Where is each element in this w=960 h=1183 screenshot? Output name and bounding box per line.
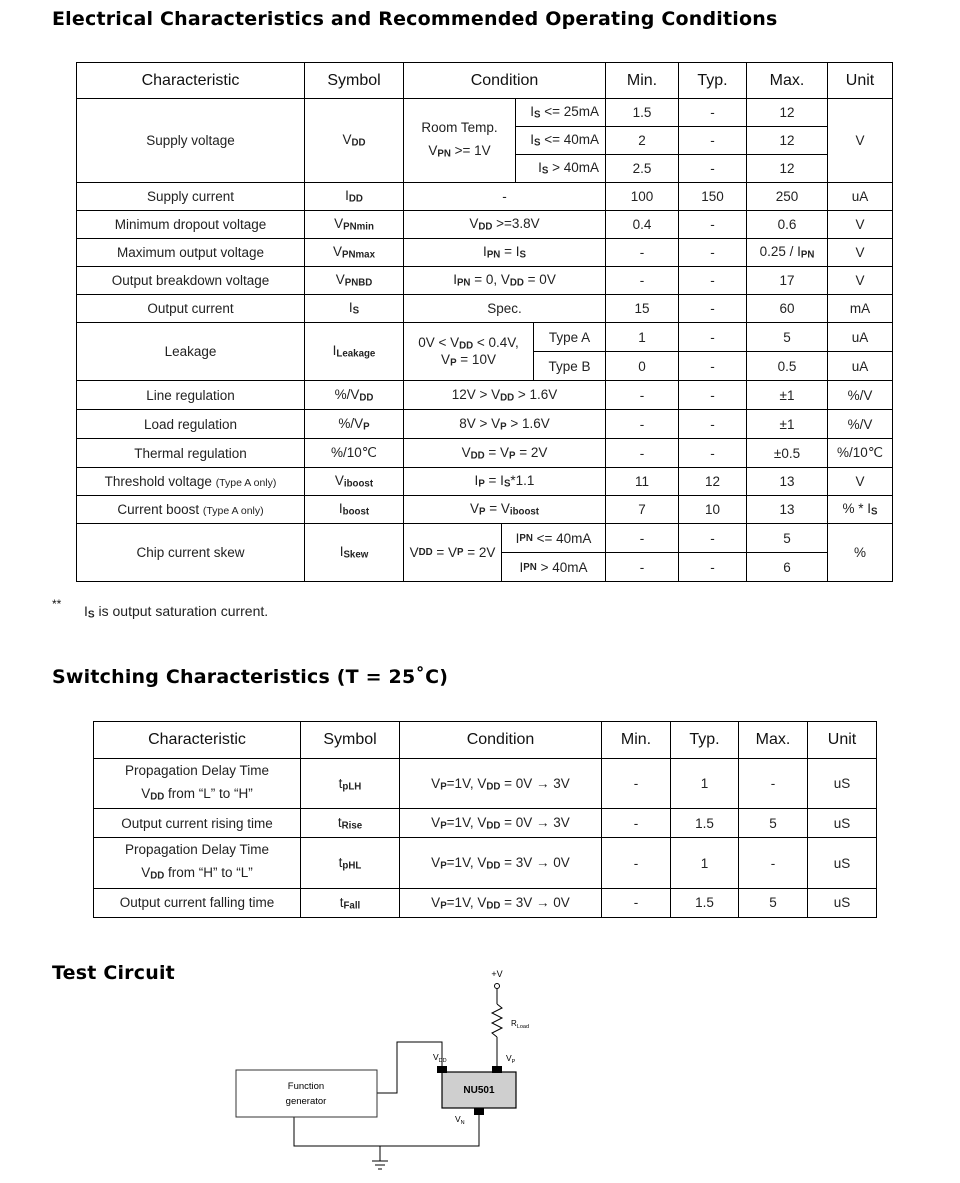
max-cell: ±0.5 bbox=[747, 439, 828, 468]
max-cell: 12 bbox=[747, 99, 828, 127]
min-cell: - bbox=[606, 553, 679, 582]
header-max: Max. bbox=[747, 63, 828, 99]
symbol-cell: $\%/V_{DD}$ bbox=[305, 381, 404, 410]
table-row bbox=[77, 267, 893, 295]
typ-cell: - bbox=[679, 267, 747, 295]
min-cell: 11 bbox=[606, 468, 679, 496]
symbol-cell: $t_{pHL}$ bbox=[301, 838, 400, 888]
condition-cell: Spec. bbox=[404, 295, 606, 323]
unit-cell: V bbox=[828, 239, 893, 267]
table-row bbox=[77, 439, 893, 468]
characteristic-cell: Supply current bbox=[77, 183, 305, 211]
condition-cell: $V_{DD} = V_P = 2V$ bbox=[404, 439, 606, 468]
table-row bbox=[77, 381, 893, 410]
condition-cell: V DD = V P = 2V bbox=[409, 545, 496, 560]
header-symbol: Symbol bbox=[301, 722, 400, 759]
unit-cell: % bbox=[828, 524, 893, 582]
max-cell: $0.25 / I_{PN}$ bbox=[747, 239, 828, 267]
symbol-cell: $V_{PNBD}$ bbox=[305, 267, 404, 295]
max-cell: 0.5 bbox=[747, 352, 828, 381]
min-cell: 1 bbox=[606, 323, 679, 352]
symbol-cell: $I_{Skew}$ bbox=[305, 524, 404, 582]
symbol-cell: $V_{PNmin}$ bbox=[305, 211, 404, 239]
max-cell: 60 bbox=[747, 295, 828, 323]
typ-cell: - bbox=[679, 323, 747, 352]
generator-label-line2: generator bbox=[285, 1096, 327, 1107]
table-row bbox=[94, 888, 877, 917]
min-cell: 100 bbox=[606, 183, 679, 211]
table-row bbox=[94, 759, 877, 809]
characteristic-label: Threshold voltage bbox=[104, 474, 212, 489]
min-cell: - bbox=[606, 410, 679, 439]
header-unit: Unit bbox=[828, 63, 893, 99]
table-row bbox=[77, 496, 893, 524]
typ-cell: 12 bbox=[679, 468, 747, 496]
max-cell: ±1 bbox=[747, 381, 828, 410]
unit-cell: % * $I_S$ bbox=[828, 496, 893, 524]
header-condition: Condition bbox=[404, 63, 606, 99]
unit-cell: %/V bbox=[828, 381, 893, 410]
condition-cell: $I_P = I_S*1.1$ bbox=[404, 468, 606, 496]
electrical-characteristics-table bbox=[76, 62, 893, 582]
test-circuit-heading: Test Circuit bbox=[52, 962, 175, 984]
symbol-cell: $I_{boost}$ bbox=[305, 496, 404, 524]
condition-cell: $V_P=1V$, $V_{DD} = 3V \to 0V$ bbox=[400, 888, 602, 917]
table-row bbox=[77, 410, 893, 439]
condition-cell: $12V > V_{DD} > 1.6V$ bbox=[404, 381, 606, 410]
typ-cell: - bbox=[679, 295, 747, 323]
unit-cell: mA bbox=[828, 295, 893, 323]
min-cell: 7 bbox=[606, 496, 679, 524]
electrical-characteristics-heading: Electrical Characteristics and Recommended Operating Conditions bbox=[52, 8, 778, 30]
characteristic-cell: Line regulation bbox=[77, 381, 305, 410]
characteristic-cell: Thermal regulation bbox=[77, 439, 305, 468]
symbol-cell: $I_{Leakage}$ bbox=[305, 323, 404, 381]
symbol-cell: $t_{pLH}$ bbox=[301, 759, 400, 809]
unit-cell: uA bbox=[828, 352, 893, 381]
vn-pin bbox=[474, 1108, 484, 1115]
type-note: (Type A only) bbox=[215, 477, 277, 489]
condition-cell: $I_{PN} = I_S$ bbox=[404, 239, 606, 267]
symbol-cell: $V_{iboost}$ bbox=[305, 468, 404, 496]
condition-line: $V_{PN} >= 1V$ bbox=[428, 142, 491, 160]
function-generator-box bbox=[236, 1070, 377, 1117]
vp-pin bbox=[492, 1066, 502, 1073]
symbol-cell: $I_S$ bbox=[305, 295, 404, 323]
characteristic-cell bbox=[77, 468, 305, 496]
max-cell: 12 bbox=[747, 155, 828, 183]
typ-cell: 10 bbox=[679, 496, 747, 524]
symbol-cell: $t_{Rise}$ bbox=[301, 809, 400, 838]
characteristic-cell bbox=[77, 496, 305, 524]
skew-condition-cell bbox=[404, 524, 606, 582]
sub-condition-cell: $I_S <= 40mA$ bbox=[516, 127, 606, 155]
sub-condition-cell: $I_S <= 25mA$ bbox=[516, 99, 606, 127]
condition-cell bbox=[404, 323, 533, 380]
switching-characteristics-heading: Switching Characteristics (T = 25˚C) bbox=[52, 666, 449, 688]
header-max: Max. bbox=[739, 722, 808, 759]
sub-condition-cell: I PN <= 40mA bbox=[502, 524, 605, 553]
typ-cell: - bbox=[679, 524, 747, 553]
typ-cell: - bbox=[679, 239, 747, 267]
condition-line: Room Temp. bbox=[421, 119, 498, 135]
characteristic-cell: Load regulation bbox=[77, 410, 305, 439]
type-a-cell: Type A bbox=[534, 323, 605, 352]
condition-cell: - bbox=[404, 183, 606, 211]
min-cell: - bbox=[606, 267, 679, 295]
unit-cell: uS bbox=[808, 838, 877, 888]
footnote-text: $I_S$ is output saturation current. bbox=[84, 603, 269, 621]
typ-cell: - bbox=[679, 553, 747, 582]
condition-cell: $V_{DD} >=3.8V$ bbox=[404, 211, 606, 239]
footnote-marker: ** bbox=[52, 597, 62, 611]
min-cell: - bbox=[606, 381, 679, 410]
condition-line: $V_P = 10V$ bbox=[441, 351, 496, 368]
condition-cell: $V_P=1V$, $V_{DD} = 0V \to 3V$ bbox=[400, 809, 602, 838]
header-characteristic: Characteristic bbox=[94, 722, 301, 759]
table-header-row bbox=[94, 722, 877, 759]
condition-cell bbox=[404, 99, 516, 183]
symbol-cell: $\%/V_P$ bbox=[305, 410, 404, 439]
min-cell: 1.5 bbox=[606, 99, 679, 127]
typ-cell: 1 bbox=[671, 759, 739, 809]
type-note: (Type A only) bbox=[202, 505, 264, 517]
leakage-condition-cell bbox=[404, 323, 606, 381]
condition-cell: $8V > V_P > 1.6V$ bbox=[404, 410, 606, 439]
typ-cell: - bbox=[679, 410, 747, 439]
unit-cell: uS bbox=[808, 888, 877, 917]
characteristic-cell: Chip current skew bbox=[77, 524, 305, 582]
characteristic-line: Propagation Delay Time bbox=[124, 842, 270, 858]
header-characteristic: Characteristic bbox=[77, 63, 305, 99]
typ-cell: - bbox=[679, 352, 747, 381]
min-cell: 15 bbox=[606, 295, 679, 323]
max-cell: 6 bbox=[747, 553, 828, 582]
table-row bbox=[77, 295, 893, 323]
table-row bbox=[77, 323, 893, 352]
typ-cell: 1.5 bbox=[671, 809, 739, 838]
resistor-label: $R_{Load}$ bbox=[511, 1019, 530, 1030]
condition-cell: $V_P=1V$, $V_{DD} = 0V \to 3V$ bbox=[400, 759, 602, 809]
vn-pin-label: $V_N$ bbox=[455, 1114, 465, 1126]
min-cell: 0.4 bbox=[606, 211, 679, 239]
ground-wire bbox=[294, 1114, 479, 1146]
switching-characteristics-table bbox=[93, 721, 877, 918]
unit-cell: V bbox=[828, 99, 893, 183]
table-row bbox=[77, 211, 893, 239]
min-cell: 2 bbox=[606, 127, 679, 155]
max-cell: - bbox=[739, 838, 808, 888]
typ-cell: - bbox=[679, 211, 747, 239]
max-cell: 17 bbox=[747, 267, 828, 295]
condition-line: $0V < V_{DD} < 0.4V$, bbox=[418, 335, 519, 352]
unit-cell: %/V bbox=[828, 410, 893, 439]
unit-cell: %/10℃ bbox=[828, 439, 893, 468]
table-row bbox=[77, 183, 893, 211]
vp-pin-label: $V_P$ bbox=[506, 1053, 516, 1065]
characteristic-line: Propagation Delay Time bbox=[124, 763, 270, 778]
header-min: Min. bbox=[602, 722, 671, 759]
typ-cell: - bbox=[679, 127, 747, 155]
symbol-cell: $V_{PNmax}$ bbox=[305, 239, 404, 267]
load-resistor bbox=[492, 1004, 502, 1037]
chip-label: NU501 bbox=[463, 1085, 495, 1096]
table-row bbox=[94, 809, 877, 838]
min-cell: - bbox=[602, 888, 671, 917]
max-cell: 5 bbox=[747, 524, 828, 553]
header-symbol: Symbol bbox=[305, 63, 404, 99]
table-row bbox=[77, 239, 893, 267]
condition-cell: $V_P=1V$, $V_{DD} = 3V \to 0V$ bbox=[400, 838, 602, 888]
symbol-cell: $t_{Fall}$ bbox=[301, 888, 400, 917]
min-cell: 0 bbox=[606, 352, 679, 381]
vdd-pin bbox=[437, 1066, 447, 1073]
max-cell: 5 bbox=[747, 323, 828, 352]
max-cell: 250 bbox=[747, 183, 828, 211]
unit-cell: uS bbox=[808, 809, 877, 838]
characteristic-cell bbox=[94, 838, 301, 888]
table-row bbox=[77, 99, 893, 127]
min-cell: 2.5 bbox=[606, 155, 679, 183]
symbol-cell: %/10℃ bbox=[305, 439, 404, 468]
max-cell: - bbox=[739, 759, 808, 809]
characteristic-cell: Leakage bbox=[77, 323, 305, 381]
supply-label: +V bbox=[491, 969, 503, 979]
symbol-cell: $I_{DD}$ bbox=[305, 183, 404, 211]
header-typ: Typ. bbox=[679, 63, 747, 99]
unit-cell: uA bbox=[828, 323, 893, 352]
header-min: Min. bbox=[606, 63, 679, 99]
min-cell: - bbox=[606, 239, 679, 267]
header-condition: Condition bbox=[400, 722, 602, 759]
table-header-row bbox=[77, 63, 893, 99]
typ-cell: - bbox=[679, 155, 747, 183]
max-cell: 13 bbox=[747, 496, 828, 524]
vdd-wire bbox=[377, 1042, 442, 1093]
typ-cell: 150 bbox=[679, 183, 747, 211]
characteristic-cell bbox=[94, 759, 301, 809]
characteristic-line: $V_{DD}$ from “H” to “L” bbox=[141, 865, 253, 882]
typ-cell: 1.5 bbox=[671, 888, 739, 917]
symbol-cell: $V_{DD}$ bbox=[305, 99, 404, 183]
max-cell: 13 bbox=[747, 468, 828, 496]
unit-cell: uS bbox=[808, 759, 877, 809]
table-row bbox=[77, 468, 893, 496]
supply-node bbox=[495, 984, 500, 989]
min-cell: - bbox=[602, 759, 671, 809]
table-row bbox=[94, 838, 877, 888]
min-cell: - bbox=[602, 838, 671, 888]
max-cell: 12 bbox=[747, 127, 828, 155]
min-cell: - bbox=[606, 524, 679, 553]
vdd-pin-label: $V_{DD}$ bbox=[433, 1052, 447, 1064]
unit-cell: uA bbox=[828, 183, 893, 211]
characteristic-label: Current boost bbox=[117, 502, 200, 517]
max-cell: 0.6 bbox=[747, 211, 828, 239]
typ-cell: - bbox=[679, 381, 747, 410]
typ-cell: - bbox=[679, 99, 747, 127]
generator-label-line1: Function bbox=[287, 1081, 325, 1092]
header-unit: Unit bbox=[808, 722, 877, 759]
unit-cell: V bbox=[828, 267, 893, 295]
type-b-cell: Type B bbox=[548, 358, 591, 374]
condition-cell: $I_{PN} = 0$, $V_{DD} = 0V$ bbox=[404, 267, 606, 295]
min-cell: - bbox=[606, 439, 679, 468]
condition-cell: $V_P = V_{iboost}$ bbox=[404, 496, 606, 524]
characteristic-cell: Output breakdown voltage bbox=[77, 267, 305, 295]
characteristic-line: $V_{DD}$ from “L” to “H” bbox=[141, 786, 253, 803]
min-cell: - bbox=[602, 809, 671, 838]
sub-condition-cell: I PN > 40mA bbox=[519, 559, 588, 575]
header-typ: Typ. bbox=[671, 722, 739, 759]
table-row bbox=[77, 524, 893, 553]
characteristic-cell: Supply voltage bbox=[77, 99, 305, 183]
typ-cell: 1 bbox=[671, 838, 739, 888]
unit-cell: V bbox=[828, 211, 893, 239]
characteristic-cell: Output current bbox=[77, 295, 305, 323]
test-circuit-diagram bbox=[230, 962, 550, 1182]
typ-cell: - bbox=[679, 439, 747, 468]
characteristic-cell: Output current rising time bbox=[94, 809, 301, 838]
max-cell: 5 bbox=[739, 888, 808, 917]
sub-condition-cell: $I_S > 40mA$ bbox=[516, 155, 606, 183]
max-cell: ±1 bbox=[747, 410, 828, 439]
characteristic-cell: Output current falling time bbox=[94, 888, 301, 917]
characteristic-cell: Maximum output voltage bbox=[77, 239, 305, 267]
characteristic-cell: Minimum dropout voltage bbox=[77, 211, 305, 239]
unit-cell: V bbox=[828, 468, 893, 496]
max-cell: 5 bbox=[739, 809, 808, 838]
